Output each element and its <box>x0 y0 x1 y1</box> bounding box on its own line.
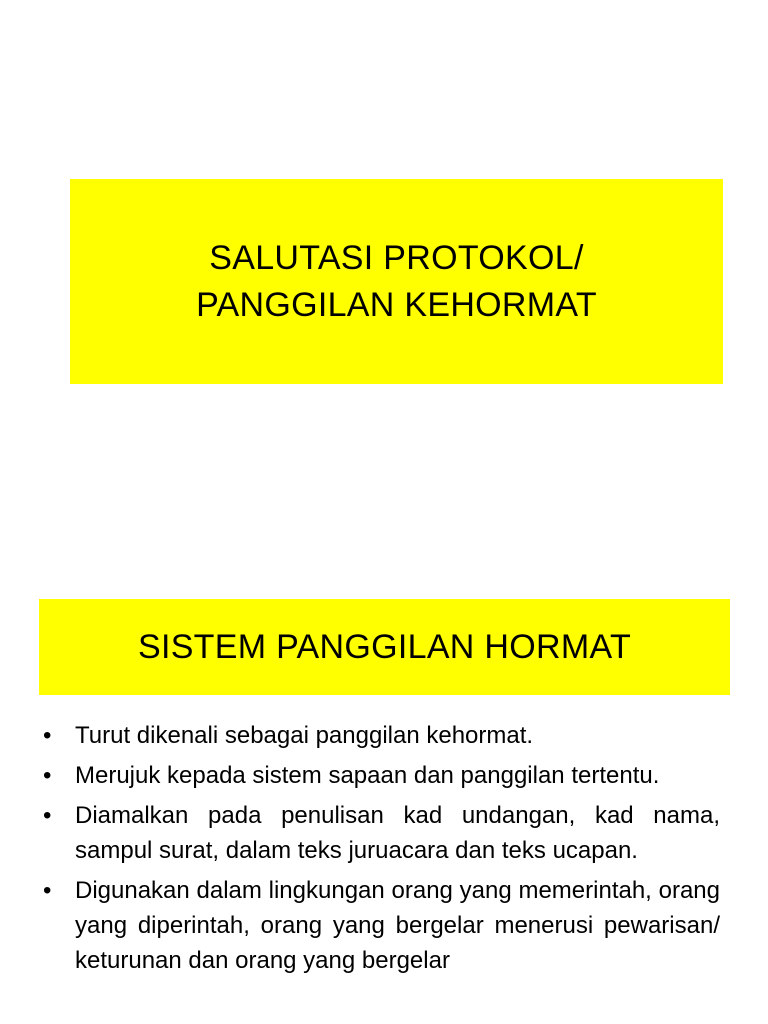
bullet-text: Digunakan dalam lingkungan orang yang memerintah, orang yang diperintah, orang yang bergelar menerusi pewarisan/ keturunan dan orang yang bergelar <box>75 877 720 974</box>
bullet-item <box>40 718 720 753</box>
bullet-dot-icon: • <box>43 722 52 749</box>
slide1-title-box <box>70 179 723 384</box>
bullet-dot-icon: • <box>43 877 52 904</box>
bullet-text: Turut dikenali sebagai panggilan kehormat. <box>75 722 534 749</box>
slide1-title <box>196 235 597 329</box>
slide1-title-line-1: SALUTASI PROTOKOL/ <box>209 238 584 277</box>
slide1-title-line-2: PANGGILAN KEHORMAT <box>196 285 597 324</box>
bullet-text: Merujuk kepada sistem sapaan dan panggilan tertentu. <box>75 762 660 789</box>
bullet-text: Diamalkan pada penulisan kad undangan, kad nama, sampul surat, dalam teks juruacara dan teks ucapan. <box>75 802 720 864</box>
slide2-title: SISTEM PANGGILAN HORMAT <box>137 627 632 666</box>
bullet-item <box>40 798 720 868</box>
bullet-dot-icon: • <box>43 802 52 829</box>
bullet-item <box>40 873 720 978</box>
bullet-dot-icon: • <box>43 762 52 789</box>
bullet-item <box>40 758 720 793</box>
slide2-title-box <box>39 599 730 695</box>
bullet-list <box>40 718 720 983</box>
